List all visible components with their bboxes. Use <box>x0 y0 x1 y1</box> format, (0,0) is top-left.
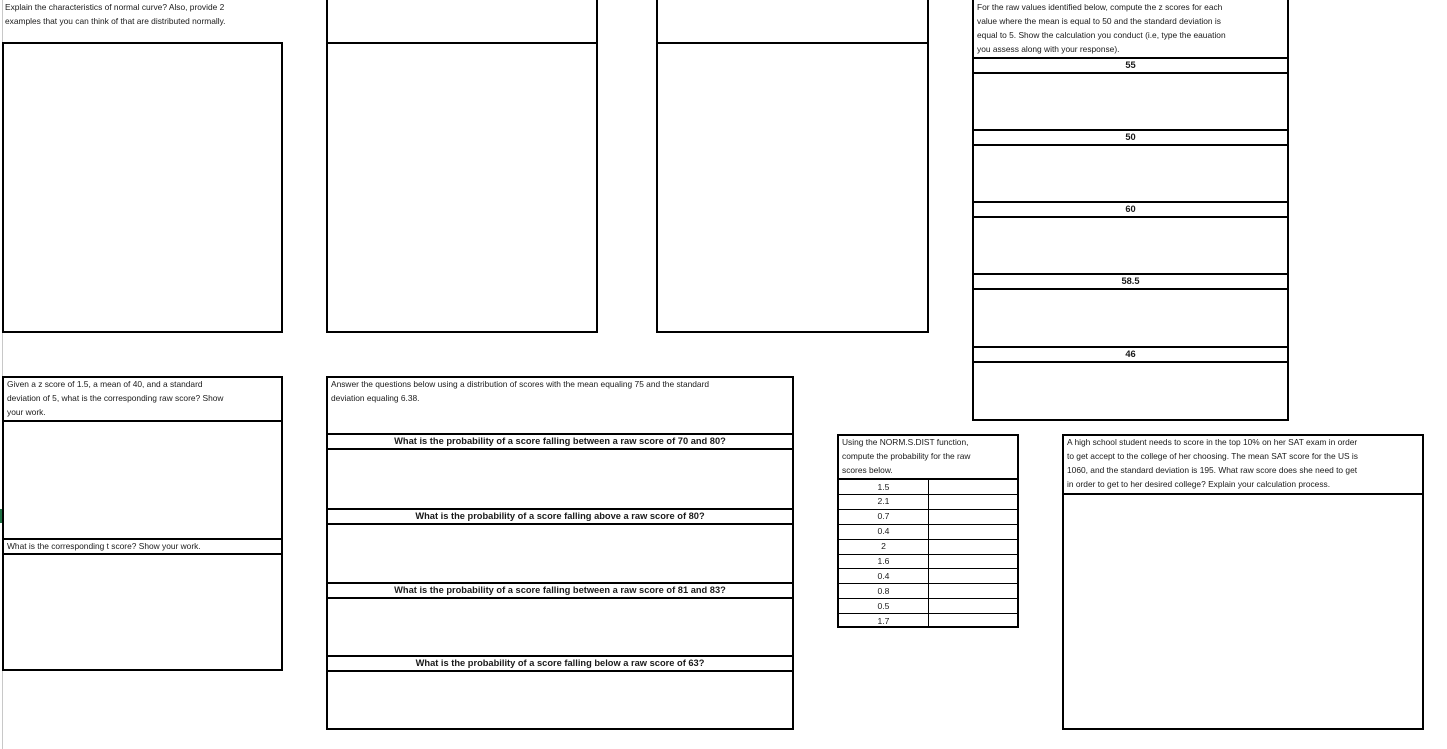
raw-value-label: 46 <box>1125 349 1136 359</box>
norm-probability-answer-cell[interactable] <box>929 584 1017 597</box>
norm-score-cell: 0.8 <box>877 585 890 596</box>
raw-value-label: 60 <box>1125 204 1136 214</box>
norm-probability-answer-cell[interactable] <box>929 525 1017 538</box>
norm-score-cell: 1.6 <box>877 556 890 566</box>
answer-box-raw-55[interactable] <box>974 74 1287 129</box>
answer-box-raw-46[interactable] <box>974 363 1287 419</box>
answer-box-prob-70-80[interactable] <box>328 450 792 508</box>
question-t-score: What is the corresponding t score? Show your work. <box>7 541 201 551</box>
norm-score-cell: 0.5 <box>877 600 890 611</box>
norm-probability-answer-cell[interactable] <box>929 569 1017 582</box>
question-raw-score: Given a z score of 1.5, a mean of 40, and a standard deviation of 5, what is the corresponding raw score? Show your work. <box>7 379 224 417</box>
norm-score-cell: 0.4 <box>877 526 890 537</box>
answer-box-prob-above-80[interactable] <box>328 525 792 582</box>
norm-probability-answer-cell[interactable] <box>929 495 1017 508</box>
answer-box-z-standard-score[interactable] <box>328 44 596 331</box>
answer-box-prob-81-83[interactable] <box>328 599 792 655</box>
probability-question: What is the probability of a score falling above a raw score of 80? <box>415 511 705 521</box>
norm-probability-answer-cell[interactable] <box>929 555 1017 568</box>
norm-score-cell: 1.5 <box>877 481 890 492</box>
question-sat-score: A high school student needs to score in the top 10% on her SAT exam in order to get accept to the college of her choosing. The mean SAT score for the US is 1060, and the standard deviation is 195. What raw score does she need to get in order to get to her desired college? Explain your calculation process. <box>1067 437 1358 489</box>
answer-box-sat-score[interactable] <box>1064 495 1422 728</box>
raw-value-label: 55 <box>1125 60 1136 70</box>
norm-score-cell: 0.7 <box>877 511 890 522</box>
norm-probability-answer-cell[interactable] <box>929 480 1017 493</box>
question-normal-curve: Explain the characteristics of normal curve? Also, provide 2 examples that you can think of that are distributed normally. <box>5 2 226 26</box>
norm-score-cell: 2.1 <box>877 496 890 507</box>
norm-score-cell: 0.4 <box>877 570 890 581</box>
question-probability-intro: Answer the questions below using a distribution of scores with the mean equaling 75 and the standard deviation equaling 6.38. <box>331 379 710 403</box>
probability-question: What is the probability of a score falling between a raw score of 81 and 83? <box>394 585 726 595</box>
norm-probability-answer-cell[interactable] <box>929 614 1017 627</box>
norm-probability-answer-cell[interactable] <box>929 540 1017 553</box>
norm-probability-answer-cell[interactable] <box>929 510 1017 523</box>
norm-score-cell: 1.7 <box>877 615 890 626</box>
answer-box-raw-50[interactable] <box>974 146 1287 201</box>
norm-score-cell: 2 <box>881 541 886 552</box>
question-raw-to-z: For the raw values identified below, compute the z scores for each value where the mean is equal to 50 and the standard deviation is equal to 5. Show the calculation you conduct (i.e, type the eauation you assess along with your response). <box>977 2 1226 54</box>
question-norm-dist: Using the NORM.S.DIST function, compute the probability for the raw scores below. <box>842 437 971 475</box>
probability-question: What is the probability of a score falling below a raw score of 63? <box>415 658 705 668</box>
answer-box-normal-curve[interactable] <box>2 42 283 333</box>
raw-value-label: 50 <box>1125 132 1136 142</box>
answer-box-t-score[interactable] <box>4 555 281 669</box>
answer-box-raw-score[interactable] <box>4 422 281 538</box>
norm-probability-answer-cell[interactable] <box>929 599 1017 612</box>
answer-box-raw-60[interactable] <box>974 218 1287 273</box>
answer-box-prob-below-63[interactable] <box>328 672 792 728</box>
answer-box-z-value[interactable] <box>658 44 927 331</box>
raw-value-label: 58.5 <box>1121 276 1140 286</box>
probability-question: What is the probability of a score falling between a raw score of 70 and 80? <box>394 436 726 446</box>
answer-box-raw-58-5[interactable] <box>974 290 1287 346</box>
